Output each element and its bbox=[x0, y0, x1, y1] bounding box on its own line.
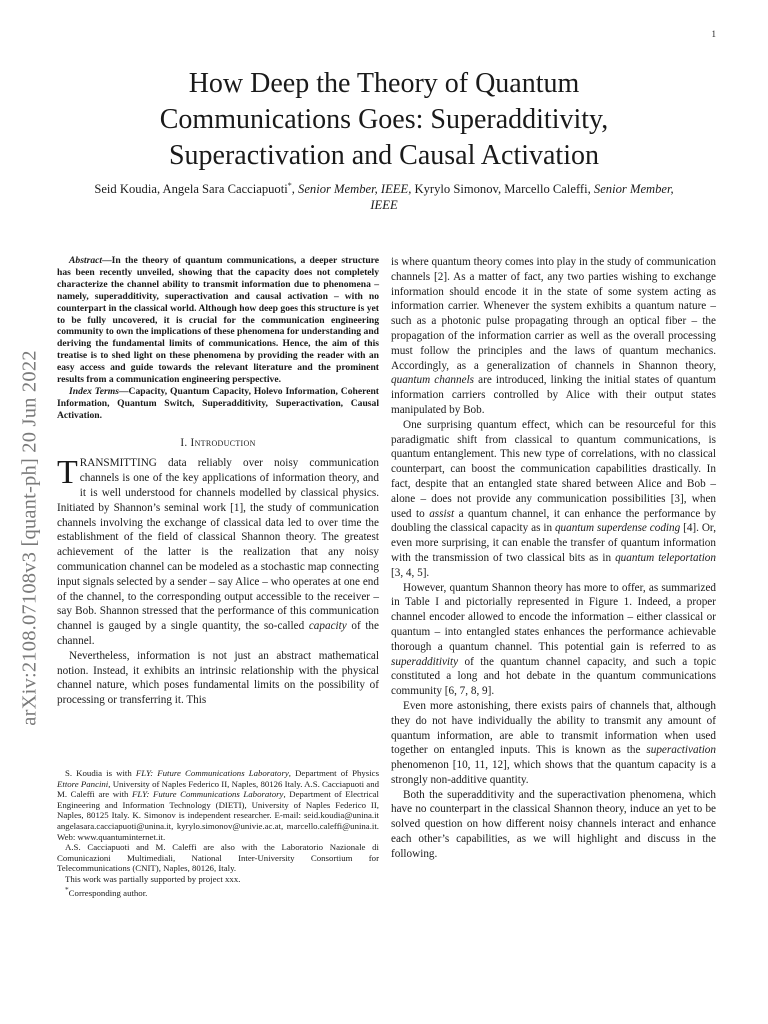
author-names-1: Seid Koudia, Angela Sara Cacciapuoti bbox=[94, 182, 288, 197]
r2-emph-3: quantum teleportation bbox=[615, 551, 716, 564]
page-number: 1 bbox=[711, 29, 716, 39]
r4-text-a: Even more astonishing, there exists pairs of channels that, although they do not have individually the ability to transmit any amount of quantum information, are able to transmit information when used together on entangled inputs. This is known as the bbox=[391, 699, 716, 757]
fn-asterisk: * bbox=[65, 884, 69, 894]
index-terms-label: Index Terms bbox=[69, 385, 119, 397]
fn-emph-3: FLY: Future Communications Laboratory bbox=[132, 789, 284, 800]
r2-text-b: a quantum channel, it can enhance the performance by doubling the classical capacity as in bbox=[391, 507, 716, 535]
fn-emph-2: Ettore Pancini bbox=[57, 778, 109, 789]
fn-text-b: , Department of Physics bbox=[288, 768, 379, 778]
fn-text-c: , University of Naples Federico II, Naples, 80126 Italy. A.S. Cacciapuoti and M. Caleffi are with bbox=[57, 778, 379, 800]
author-asterisk: * bbox=[287, 181, 292, 190]
r1-text-a: is where quantum theory comes into play in the study of communication channels [2]. As a matter of fact, any two parties wishing to exchange information should encode it in the state of some system acting as information carrier. Whenever the system exhibits a quantum nature – such as a photonic pulse propagating through an optical fiber – the propagation of the information carrier as well as the overall processing must follow the principles and the laws of quantum mechanics. Accordingly, as a generalization of channels in Shannon theory, bbox=[391, 256, 716, 372]
r3-emph: superadditivity bbox=[391, 655, 459, 668]
intro-paragraph-2: Nevertheless, information is not just an abstract mathematical notion. Instead, it exhibits an intrinsic relationship with the physical channel nature, which poses fundamental limits on the possibility of processing or transferring it. This bbox=[57, 649, 379, 707]
arxiv-stamp bbox=[12, 318, 48, 758]
right-paragraph-1 bbox=[391, 255, 716, 418]
intro-text-b: of the channel. bbox=[57, 620, 379, 648]
fn-text-a: S. Koudia is with bbox=[65, 768, 136, 778]
r4-emph: superactivation bbox=[646, 744, 716, 757]
index-terms bbox=[57, 386, 379, 422]
r2-emph-1: assist bbox=[429, 507, 455, 520]
footnote-affiliations bbox=[57, 768, 379, 842]
r1-text-b: are introduced, linking the initial states of quantum information carriers controlled by Alice with their output states manipulated by Bob. bbox=[391, 374, 716, 416]
r2-text-c: [4]. Or, even more surprising, it can enable the transfer of quantum information with the transmission of two classical bits as in bbox=[391, 522, 716, 564]
author-list bbox=[90, 178, 678, 213]
footnotes bbox=[57, 768, 379, 898]
right-paragraph-4 bbox=[391, 699, 716, 788]
r1-emph: quantum channels bbox=[391, 374, 475, 387]
abstract bbox=[57, 255, 379, 386]
right-paragraph-2 bbox=[391, 418, 716, 581]
right-paragraph-3 bbox=[391, 581, 716, 699]
r2-emph-2: quantum superdense coding bbox=[554, 522, 681, 535]
author-names-2: Kyrylo Simonov, Marcello Caleffi, bbox=[411, 182, 594, 197]
fn-corresponding-text: Corresponding author. bbox=[68, 887, 148, 898]
r2-text-a: One surprising quantum effect, which can be resourceful for this paradigmatic shift from classical to quantum communications, is quantum entanglement. This new type of correlations, with no classical counterpart, can boost the communication capabilities drastically. In fact, despite that an entangled state shared between Alice and Bob – alone – does not provide any communication possibilities [3], when used to bbox=[391, 418, 716, 520]
r4-text-b: phenomenon [10, 11, 12], which shows that the quantum capacity is a strongly non-additive quantity. bbox=[391, 759, 716, 786]
intro-text-a: data reliably over noisy communication channels is one of the key applications of information theory, and it is well understood for channels modelled by classical physics. Initiated by Shannon’s seminal work [1], the study of communication channels involving the exchange of classical data led to over time the establishment of the field of classical Shannon theory. The greatest achievement of the latter is the realization that any noisy communication channel can be modeled as a stochastic map connecting input signals selected by a sender – say Alice – who operates at one end of the channel, to the corresponding output accessible to the receiver – say Bob. Shannon stressed that the performance of this communication channel is gauged by a single quantity, the so-called bbox=[57, 457, 379, 633]
intro-emph-capacity: capacity bbox=[308, 620, 347, 633]
index-terms-text: —Capacity, Quantum Capacity, Holevo Information, Coherent Information, Quantum Switch, Superadditivity, Superactivation, Causal Activation. bbox=[57, 385, 379, 421]
intro-paragraph-1 bbox=[57, 456, 379, 648]
footnote-cnit: A.S. Cacciapuoti and M. Caleffi are also with the Laboratorio Nazionale di Comunicazioni Multimediali, National Inter-University Consortium for Telecommunications (CNIT), Naples, 80126, Italy. bbox=[57, 842, 379, 874]
paper-title: How Deep the Theory of Quantum Communications Goes: Superadditivity, Superactivation and Causal Activation bbox=[159, 68, 609, 171]
r2-text-d: [3, 4, 5]. bbox=[391, 566, 430, 579]
author-role-1: Senior Member, IEEE, bbox=[298, 182, 412, 197]
left-column bbox=[57, 255, 379, 708]
footnote-corresponding bbox=[57, 885, 379, 899]
abstract-text: —In the theory of quantum communications, a deeper structure has been recently unveiled, showing that the capacity does not completely characterize the channel ability to transmit information due to phenomena – namely, superadditivity, superactivation and causal activation – with no counterpart in the classical world. Although how deep goes this structure is yet to be fully uncovered, it is crucial for the communication engineering community to own the implications of these phenomena for understanding and deriving the fundamental limits of communications. Hence, the aim of this treatise is to shed light on these phenomena by providing the reader with an easy access and guide towards the relevant literature and the prominent results from a communication engineering perspective. bbox=[57, 255, 379, 386]
author-role-2: Senior Member, IEEE bbox=[370, 182, 674, 213]
arxiv-stamp-text: arXiv:2108.07108v3 [quant-ph] 20 Jun 2022 bbox=[18, 350, 41, 726]
right-paragraph-5: Both the superadditivity and the superactivation phenomena, which have no counterpart in the classical Shannon theory, induce an yet to be solved question on how different noisy channels interact and enhance each other’s capabilities, as we will highlight and discuss in the following. bbox=[391, 788, 716, 860]
r3-text-b: of the quantum channel capacity, and such a topic constituted a long and hot debate in the quantum communications community [6, 7, 8, 9]. bbox=[391, 655, 716, 698]
fn-emph-1: FLY: Future Communications Laboratory bbox=[135, 768, 289, 778]
section-heading: I. Introduction bbox=[180, 436, 256, 449]
author-sep: , bbox=[291, 182, 299, 197]
right-column bbox=[391, 255, 716, 862]
r3-text-a: However, quantum Shannon theory has more to offer, as summarized in Table I and pictorially represented in Figure 1. Indeed, a proper channel encoder allowed to encode the information – either classical or quantum – into entangled states enhances the performance achievable thorough a quantum channel. This potential gain is referred to as bbox=[391, 581, 716, 653]
intro-lead-word: RANSMITTING bbox=[79, 457, 157, 470]
footnote-funding: This work was partially supported by project xxx. bbox=[65, 873, 241, 884]
drop-cap: T bbox=[57, 454, 78, 492]
fn-text-d: , Department of Electrical Engineering and Information Technology (DIETI), University of Naples Federico II, Naples, 80125 Italy. K. Simonov is independent researcher. E-mail: seid.koudia@unina.it angelasara.cacciapuoti@unina.it, kyrylo.simonov@univie.ac.at, marcello.caleffi@unina.it. Web: www.quantuminternet.it. bbox=[57, 789, 379, 842]
abstract-label: Abstract bbox=[69, 255, 103, 266]
